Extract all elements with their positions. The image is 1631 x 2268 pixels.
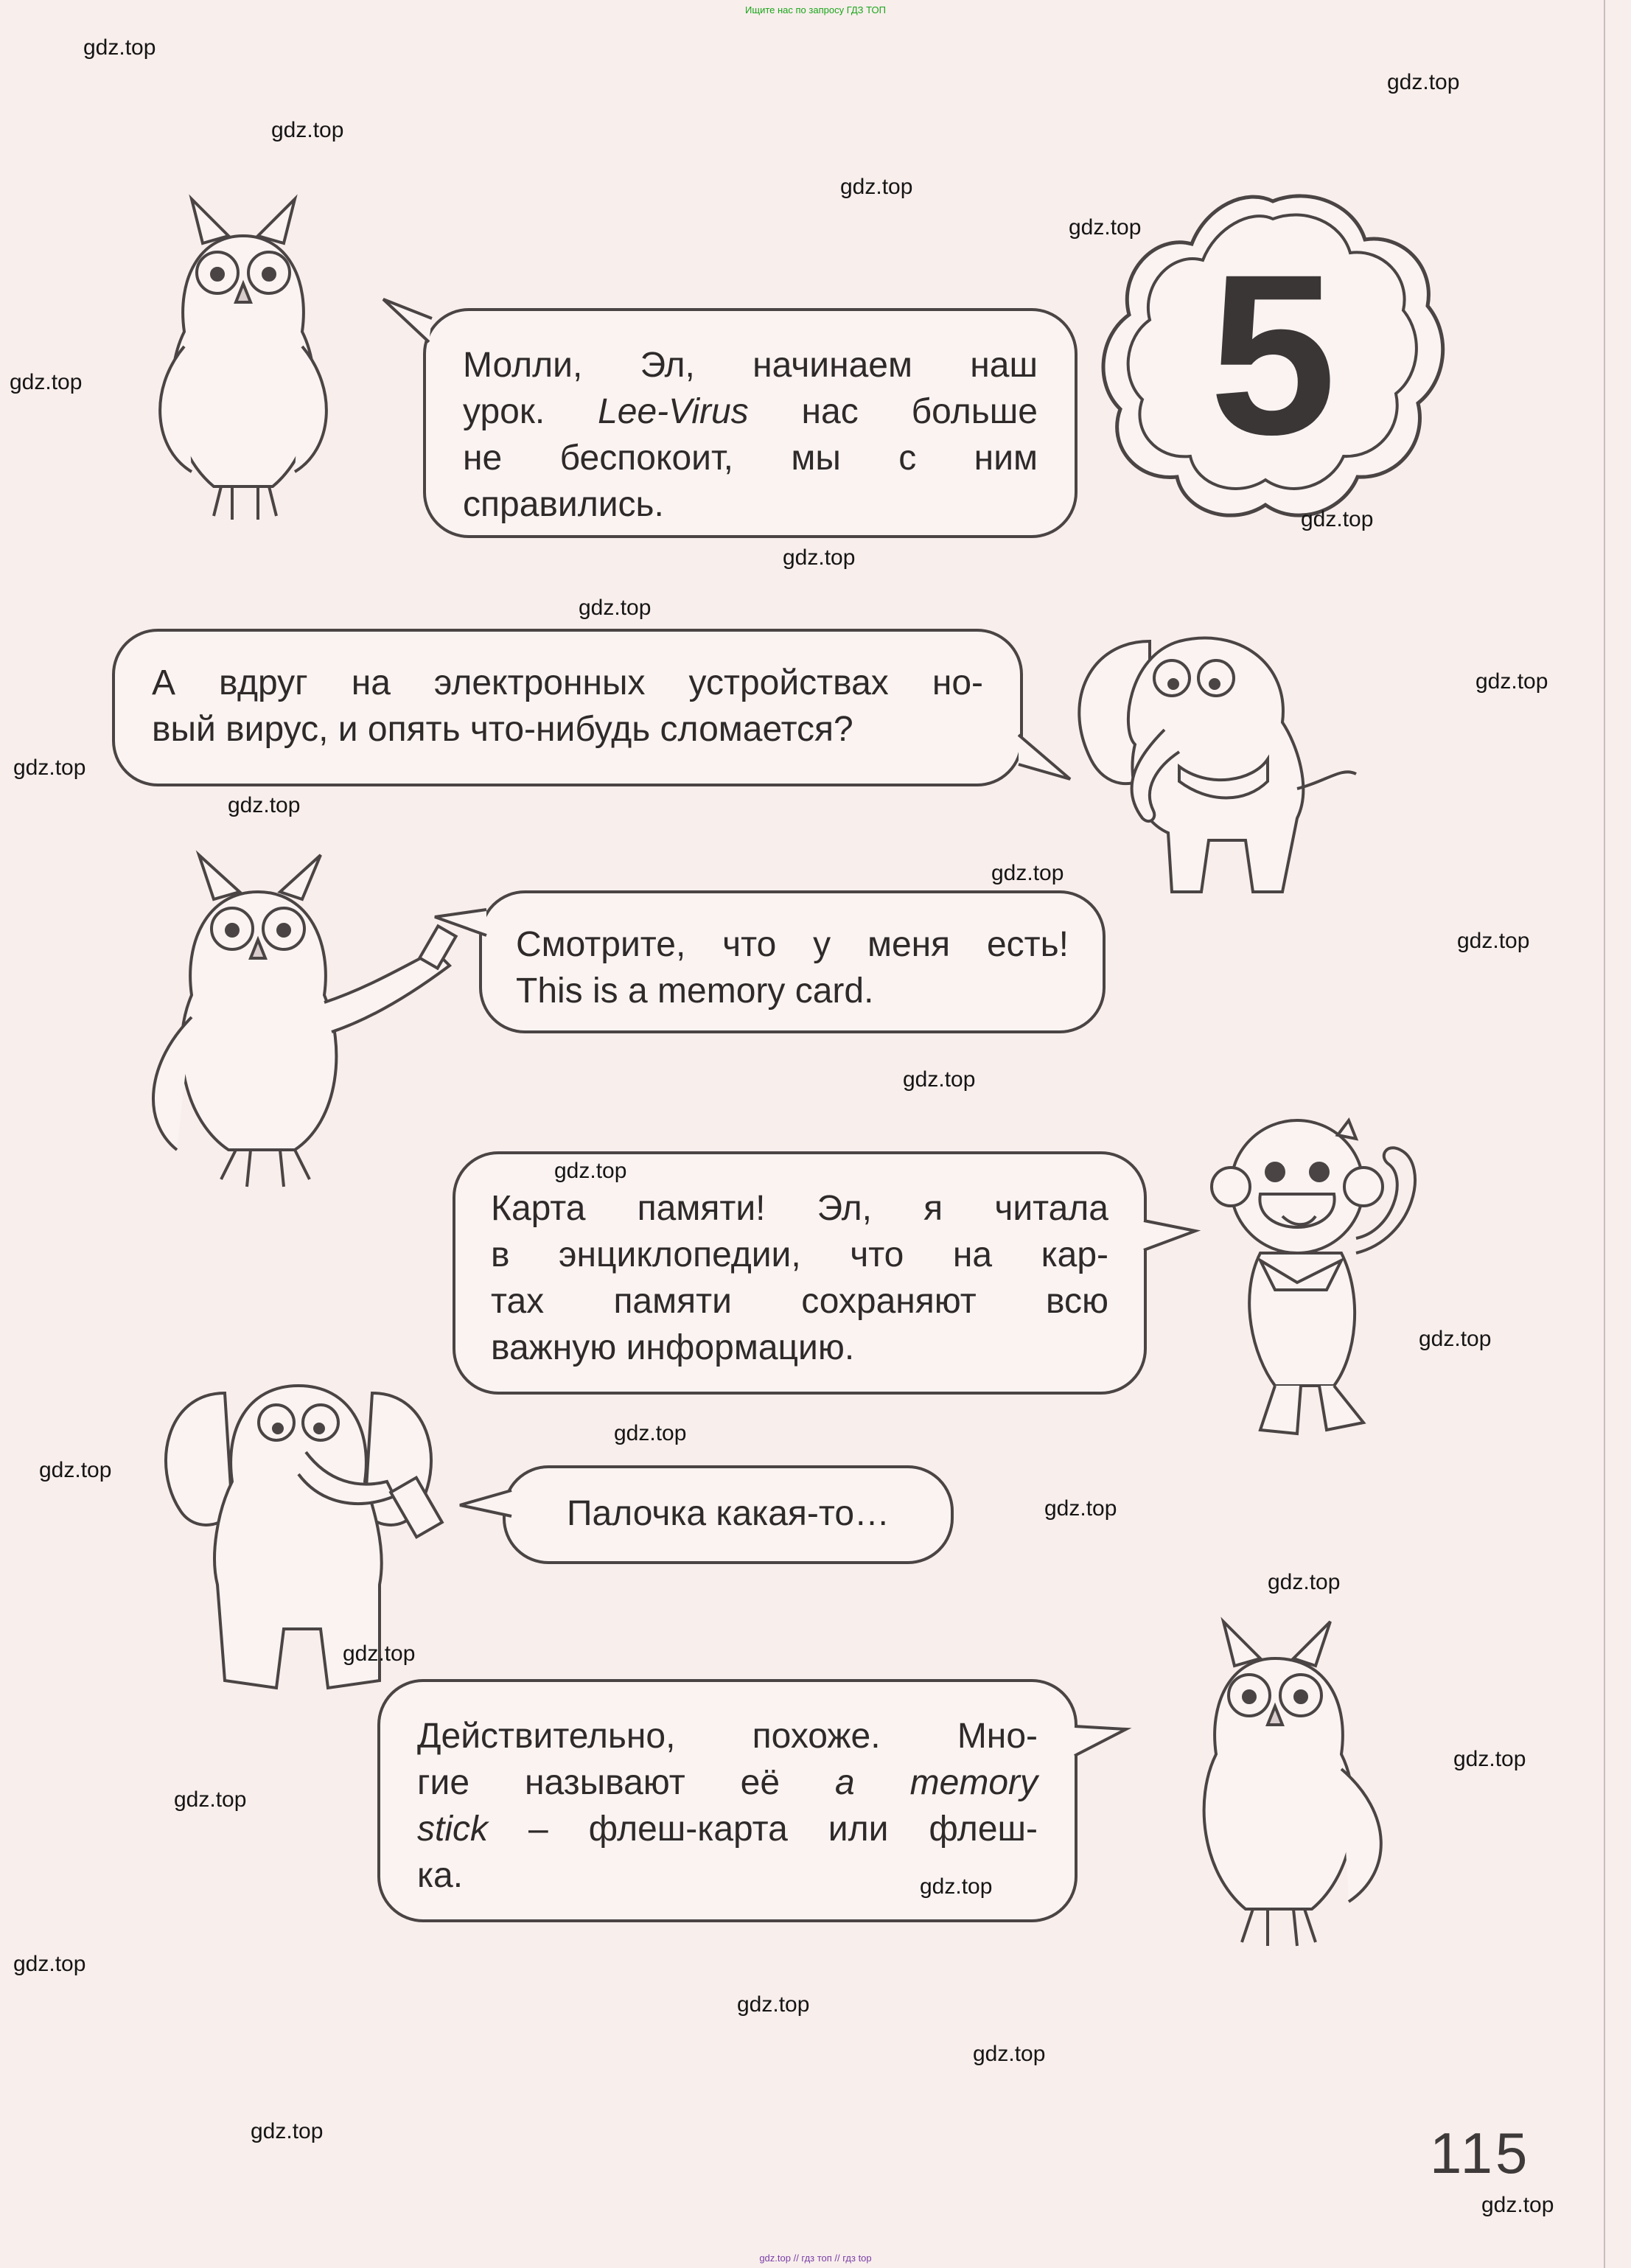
watermark: gdz.top (271, 118, 344, 142)
bubble-line (417, 1759, 1038, 1806)
watermark: gdz.top (920, 1874, 993, 1899)
lesson-badge (1100, 188, 1446, 521)
bubble-text-run: – флеш-карта или флеш- (488, 1810, 1038, 1849)
bubble-tail (1075, 1726, 1126, 1770)
watermark: gdz.top (973, 2042, 1046, 2066)
watermark: gdz.top (1419, 1327, 1492, 1351)
bubble-text-italic: a memory (835, 1763, 1038, 1802)
bubble-tail (1144, 1221, 1195, 1265)
bubble-text (152, 660, 983, 753)
bubble-text-run: Действительно, похоже. Мно- (417, 1717, 1038, 1756)
bubble-line (463, 342, 1038, 388)
bubble-text-run: тах памяти сохраняют всю (491, 1282, 1108, 1321)
bubble-text-italic: Lee-Virus (598, 392, 749, 431)
bubble-line (491, 1232, 1108, 1278)
watermark: gdz.top (614, 1421, 687, 1445)
bubble-text (535, 1490, 921, 1537)
watermark: gdz.top (1301, 507, 1374, 531)
speech-bubble-monkey (453, 1151, 1147, 1395)
page-edge-line (1604, 0, 1605, 2268)
bubble-text-run: важную информацию. (491, 1328, 855, 1367)
watermark: gdz.top (1268, 1570, 1341, 1594)
bubble-text-italic: stick (417, 1810, 488, 1849)
bubble-text (463, 342, 1038, 528)
bubble-text-run: в энциклопедии, что на кар- (491, 1235, 1108, 1274)
watermark: gdz.top (783, 545, 856, 570)
bubble-text-run: А вдруг на электронных устройствах но- (152, 663, 983, 702)
header-note: Ищите нас по запросу ГДЗ ТОП (745, 4, 886, 15)
bubble-line (463, 388, 1038, 435)
watermark: gdz.top (228, 793, 301, 817)
watermark: gdz.top (903, 1067, 976, 1092)
elephant-with-stick-illustration (151, 1364, 483, 1717)
bubble-text-run: не беспокоит, мы с ним (463, 439, 1038, 478)
watermark: gdz.top (39, 1458, 112, 1482)
bubble-line (152, 660, 983, 706)
bubble-line (491, 1278, 1108, 1325)
bubble-tail (380, 296, 432, 341)
bubble-line (152, 706, 983, 753)
watermark: gdz.top (991, 861, 1064, 885)
bubble-line (463, 481, 1038, 528)
bubble-line (491, 1185, 1108, 1232)
watermark: gdz.top (1481, 2193, 1554, 2217)
bubble-text-run: гие называют её (417, 1763, 836, 1802)
bubble-line (516, 921, 1069, 968)
watermark: gdz.top (1453, 1747, 1526, 1771)
bubble-text-run: This is a memory card. (516, 971, 874, 1011)
bubble-text-run: вый вирус, и опять что-нибудь сломается? (152, 710, 853, 749)
bubble-text-run: урок. (463, 392, 598, 431)
bubble-text (417, 1713, 1038, 1899)
speech-bubble-elephant-1 (112, 629, 1023, 786)
bubble-line (535, 1490, 921, 1537)
lesson-number: 5 (1209, 226, 1337, 482)
bubble-line (491, 1325, 1108, 1371)
bubble-text-run: справились. (463, 485, 664, 524)
speech-bubble-owl-2 (479, 890, 1106, 1033)
watermark: gdz.top (737, 1992, 810, 2017)
owl-illustration-2 (1157, 1607, 1422, 1961)
monkey-illustration (1209, 1106, 1445, 1452)
watermark: gdz.top (13, 756, 86, 780)
speech-bubble-owl-1 (423, 308, 1078, 538)
watermark: gdz.top (1044, 1496, 1117, 1521)
watermark: gdz.top (1457, 929, 1530, 953)
owl-illustration (133, 184, 354, 531)
watermark: gdz.top (10, 370, 83, 394)
watermark: gdz.top (579, 596, 652, 620)
watermark: gdz.top (251, 2119, 324, 2143)
bubble-text-run: Смотрите, что у меня есть! (516, 925, 1069, 964)
bubble-line (516, 968, 1069, 1014)
bubble-line (417, 1713, 1038, 1759)
page-number: 115 (1430, 2121, 1531, 2185)
watermark: gdz.top (840, 175, 913, 199)
watermark: gdz.top (554, 1159, 627, 1183)
bubble-text (516, 921, 1069, 1014)
watermark: gdz.top (1069, 215, 1142, 240)
bubble-text-run: Палочка какая-то… (566, 1494, 890, 1533)
watermark: gdz.top (174, 1787, 247, 1812)
bubble-text (491, 1185, 1108, 1371)
watermark: gdz.top (1387, 70, 1460, 94)
bubble-line (463, 435, 1038, 481)
bubble-line (417, 1806, 1038, 1852)
footer-note: gdz.top // гдз топ // гдз top (759, 2253, 872, 2264)
owl-holding-card-illustration (111, 840, 479, 1194)
watermark: gdz.top (343, 1641, 416, 1666)
watermark: gdz.top (83, 35, 156, 60)
watermark: gdz.top (13, 1952, 86, 1976)
bubble-text-run: нас больше (748, 392, 1038, 431)
watermark: gdz.top (1475, 669, 1548, 694)
bubble-text-run: Карта памяти! Эл, я читала (491, 1189, 1108, 1228)
elephant-illustration (1047, 597, 1445, 921)
speech-bubble-elephant-2 (503, 1465, 954, 1564)
bubble-text-run: ка. (417, 1856, 464, 1895)
bubble-text-run: Молли, Эл, начинаем наш (463, 346, 1038, 385)
